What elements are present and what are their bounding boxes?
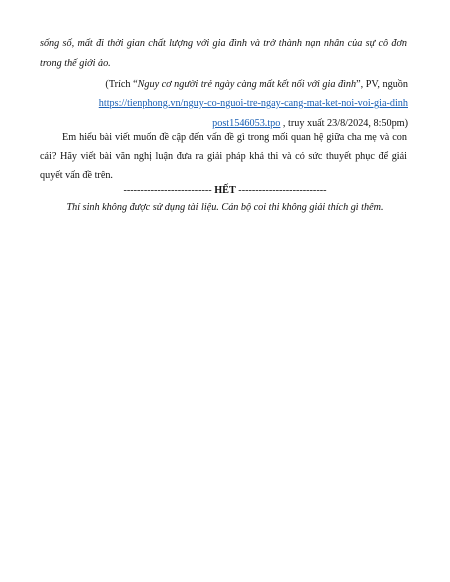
question-line-2: cái? Hãy viết bài văn nghị luận đưa ra giải pháp khả thi và có sức thuyết phục để giải <box>40 151 407 162</box>
question-line-3: quyết vấn đề trên. <box>40 170 113 181</box>
citation-prefix: (Trích “ <box>105 79 138 90</box>
source-link-continued[interactable]: post1546053.tpo <box>212 118 281 129</box>
citation-url-line-2 <box>212 118 408 130</box>
end-label: HẾT <box>214 185 236 196</box>
citation-suffix: ”, PV, nguồn <box>356 79 408 90</box>
quote-line-1: sống số, mất đi thời gian chất lượng với gia đình và trở thành nạn nhân của sự cô đơn <box>40 38 407 49</box>
citation-title: Nguy cơ người trẻ ngày càng mất kết nối với gia đình <box>137 79 357 90</box>
question-line-1: Em hiểu bài viết muốn đề cập đến vấn đề gì trong mối quan hệ giữa cha mẹ và con <box>62 132 407 143</box>
end-dashes-right: -------------------------- <box>238 185 327 196</box>
citation-line-1 <box>105 79 408 91</box>
citation-url-line-1 <box>99 98 408 110</box>
end-marker <box>0 185 450 197</box>
citation-access-date: , truy xuất 23/8/2024, 8:50pm) <box>280 118 408 129</box>
source-link[interactable]: https://tienphong.vn/nguy-co-nguoi-tre-ngay-cang-mat-ket-noi-voi-gia-dinh <box>98 98 408 109</box>
quote-line-2: trong thế giới ảo. <box>40 58 111 69</box>
footer-note: Thí sinh không được sử dụng tài liệu. Cán bộ coi thi không giải thích gì thêm. <box>66 202 384 213</box>
end-dashes-left: -------------------------- <box>123 185 212 196</box>
